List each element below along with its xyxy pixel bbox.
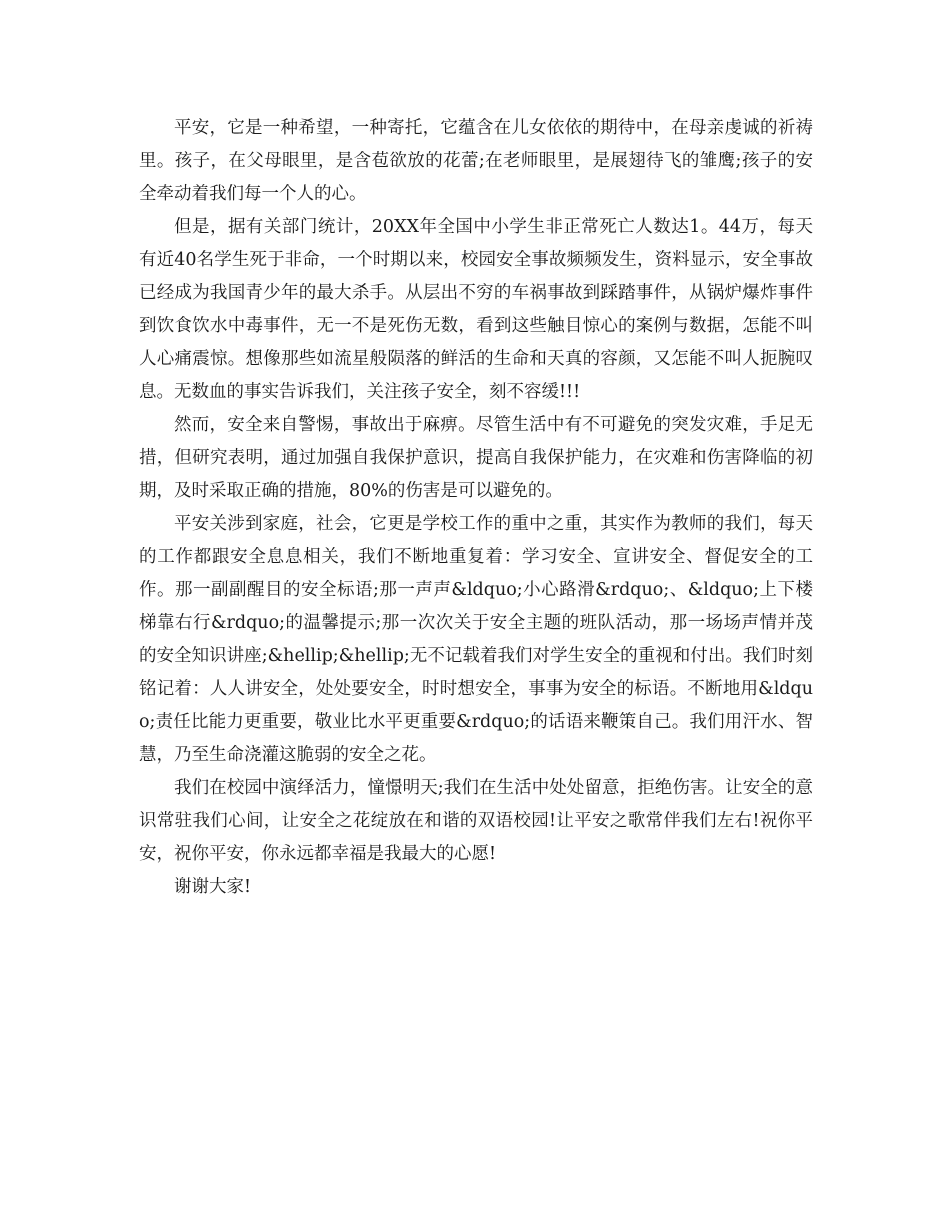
paragraph-4: 平安关涉到家庭，社会，它更是学校工作的重中之重，其实作为教师的我们，每天的工作都跟安全息息相关，我们不断地重复着：学习安全、宣讲安全、督促安全的工作。那一副副醒目的安全标语;那一声声&ldquo;小心路滑&rdquo;、&ldquo;上下楼梯靠右行&rdquo;的温馨提示;那一次次关于安全主题的班队活动，那一场场声情并茂的安全知识讲座;&hellip;&hellip;无不记载着我们对学生安全的重视和付出。我们时刻铭记着：人人讲安全，处处要安全，时时想安全，事事为安全的标语。不断地用&ldquo;责任比能力更重要，敬业比水平更重要&rdquo;的话语来鞭策自己。我们用汗水、智慧，乃至生命浇灌这脆弱的安全之花。 xyxy=(139,514,813,765)
paragraph-5: 我们在校园中演绎活力，憧憬明天;我们在生活中处处留意，拒绝伤害。让安全的意识常驻我们心间，让安全之花绽放在和谐的双语校园!让平安之歌常伴我们左右!祝你平安，祝你平安，你永远都幸福是我最大的心愿! xyxy=(139,778,813,864)
paragraph-1: 平安，它是一种希望，一种寄托，它蕴含在儿女依依的期待中，在母亲虔诚的祈祷里。孩子，在父母眼里，是含苞欲放的花蕾;在老师眼里，是展翅待飞的雏鹰;孩子的安全牵动着我们每一个人的心。 xyxy=(139,118,813,204)
paragraph-closing: 谢谢大家! xyxy=(174,877,252,897)
paragraph-3: 然而，安全来自警惕，事故出于麻痹。尽管生活中有不可避免的突发灾难，手足无措，但研究表明，通过加强自我保护意识，提高自我保护能力，在灾难和伤害降临的初期，及时采取正确的措施，80%的伤害是可以避免的。 xyxy=(139,415,813,501)
document-body xyxy=(139,112,813,904)
paragraph-2: 但是，据有关部门统计，20XX年全国中小学生非正常死亡人数达1。44万，每天有近40名学生死于非命，一个时期以来，校园安全事故频频发生，资料显示，安全事故已经成为我国青少年的最大杀手。从层出不穷的车祸事故到踩踏事件，从锅炉爆炸事件到饮食饮水中毒事件，无一不是死伤无数，看到这些触目惊心的案例与数据，怎能不叫人心痛震惊。想像那些如流星般陨落的鲜活的生命和天真的容颜，又怎能不叫人扼腕叹息。无数血的事实告诉我们，关注孩子安全，刻不容缓!!! xyxy=(139,217,813,402)
